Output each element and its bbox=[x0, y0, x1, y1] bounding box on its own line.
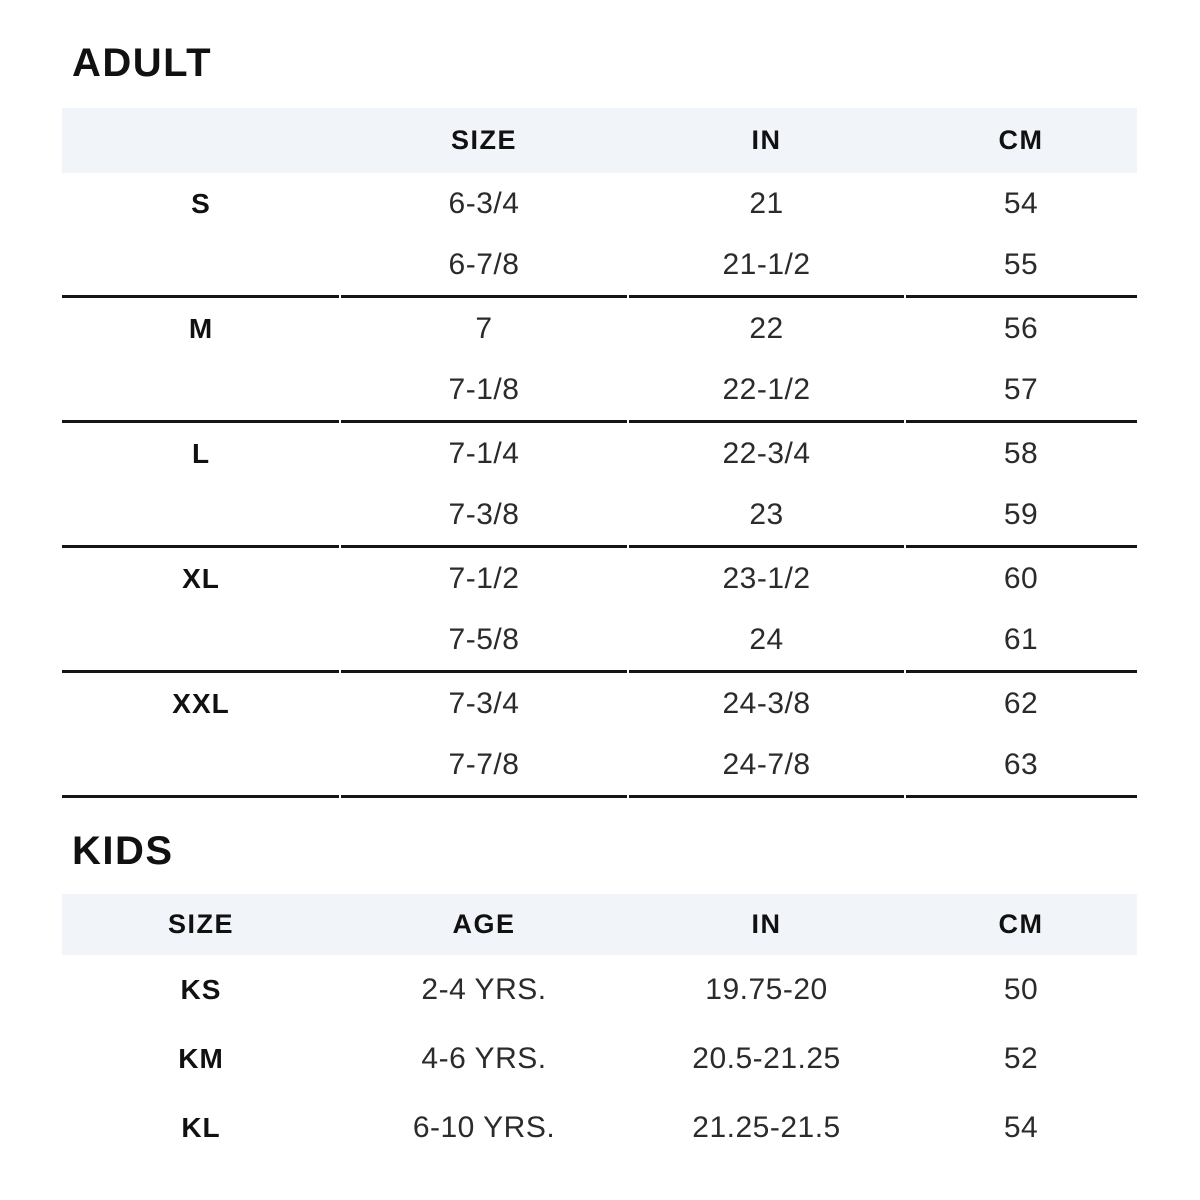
value-cell: 7-3/8 bbox=[448, 497, 520, 531]
row-label-cell bbox=[62, 734, 340, 795]
row-label-cell: M bbox=[188, 312, 214, 344]
value-cell: 21.25-21.5 bbox=[692, 1110, 841, 1144]
value-cell: 21-1/2 bbox=[722, 247, 811, 281]
row-label-cell: XL bbox=[182, 562, 220, 594]
value-cell: 21 bbox=[749, 186, 784, 220]
value-cell: 62 bbox=[1003, 686, 1039, 720]
table-row bbox=[62, 673, 1137, 734]
value-cell: 6-3/4 bbox=[448, 186, 520, 220]
value-cell: 7-3/4 bbox=[448, 686, 520, 720]
row-label-cell bbox=[62, 609, 340, 670]
row-label-cell: S bbox=[191, 187, 211, 219]
table-row bbox=[62, 955, 1137, 1024]
table-row bbox=[62, 234, 1137, 295]
column-header-cell: CM bbox=[998, 125, 1044, 155]
divider-segment bbox=[341, 795, 627, 798]
column-header-cell: SIZE bbox=[450, 125, 517, 155]
column-header-cell: IN bbox=[751, 909, 782, 939]
column-header-cell bbox=[62, 108, 340, 173]
value-cell: 24-7/8 bbox=[722, 747, 811, 781]
table-row bbox=[62, 548, 1137, 609]
value-cell: 22-1/2 bbox=[722, 372, 811, 406]
value-cell: 2-4 YRS. bbox=[421, 972, 547, 1006]
row-label-cell: L bbox=[191, 437, 211, 469]
row-label-cell bbox=[62, 234, 340, 295]
table-row bbox=[62, 423, 1137, 484]
row-label-cell bbox=[62, 484, 340, 545]
value-cell: 55 bbox=[1003, 247, 1039, 281]
table-row bbox=[62, 1024, 1137, 1093]
value-cell: 63 bbox=[1003, 747, 1039, 781]
table-row bbox=[62, 173, 1137, 234]
adult-size-table bbox=[62, 108, 1137, 798]
value-cell: 7-1/2 bbox=[448, 561, 520, 595]
value-cell: 7-1/8 bbox=[448, 372, 520, 406]
column-header-cell: CM bbox=[998, 909, 1044, 939]
value-cell: 6-7/8 bbox=[448, 247, 520, 281]
value-cell: 19.75-20 bbox=[705, 972, 828, 1006]
value-cell: 7-7/8 bbox=[448, 747, 520, 781]
value-cell: 60 bbox=[1003, 561, 1039, 595]
row-label-cell: XXL bbox=[172, 687, 230, 719]
divider-segment bbox=[629, 795, 904, 798]
table-row bbox=[62, 734, 1137, 795]
value-cell: 7-5/8 bbox=[448, 622, 520, 656]
value-cell: 59 bbox=[1003, 497, 1039, 531]
value-cell: 24 bbox=[749, 622, 784, 656]
value-cell: 23-1/2 bbox=[722, 561, 811, 595]
table-header-row bbox=[62, 894, 1137, 955]
value-cell: 6-10 YRS. bbox=[412, 1110, 556, 1144]
divider-segment bbox=[62, 795, 339, 798]
table-row bbox=[62, 484, 1137, 545]
table-row bbox=[62, 359, 1137, 420]
value-cell: 56 bbox=[1003, 311, 1039, 345]
adult-size-section bbox=[62, 41, 1137, 798]
row-label-cell bbox=[62, 359, 340, 420]
kids-section-title: KIDS bbox=[72, 829, 174, 873]
value-cell: 24-3/8 bbox=[722, 686, 811, 720]
table-row bbox=[62, 298, 1137, 359]
value-cell: 23 bbox=[749, 497, 784, 531]
column-header-cell: IN bbox=[751, 125, 782, 155]
value-cell: 61 bbox=[1003, 622, 1039, 656]
row-label-cell: KS bbox=[180, 973, 222, 1005]
kids-size-section bbox=[62, 829, 1137, 1162]
table-row bbox=[62, 609, 1137, 670]
value-cell: 22-3/4 bbox=[722, 436, 811, 470]
value-cell: 54 bbox=[1003, 1110, 1039, 1144]
kids-size-table bbox=[62, 894, 1137, 1162]
value-cell: 4-6 YRS. bbox=[421, 1041, 547, 1075]
value-cell: 20.5-21.25 bbox=[692, 1041, 841, 1075]
value-cell: 50 bbox=[1003, 972, 1039, 1006]
value-cell: 7 bbox=[475, 311, 493, 345]
divider-segment bbox=[906, 795, 1137, 798]
table-row bbox=[62, 1093, 1137, 1162]
table-header-row bbox=[62, 108, 1137, 173]
column-header-cell: SIZE bbox=[167, 909, 234, 939]
value-cell: 52 bbox=[1003, 1041, 1039, 1075]
value-cell: 7-1/4 bbox=[448, 436, 520, 470]
adult-section-title: ADULT bbox=[72, 41, 213, 85]
value-cell: 57 bbox=[1003, 372, 1039, 406]
row-label-cell: KM bbox=[178, 1042, 224, 1074]
column-header-cell: AGE bbox=[452, 909, 516, 939]
value-cell: 22 bbox=[749, 311, 784, 345]
row-label-cell: KL bbox=[181, 1111, 221, 1143]
group-divider bbox=[62, 795, 1137, 798]
value-cell: 54 bbox=[1003, 186, 1039, 220]
value-cell: 58 bbox=[1003, 436, 1039, 470]
